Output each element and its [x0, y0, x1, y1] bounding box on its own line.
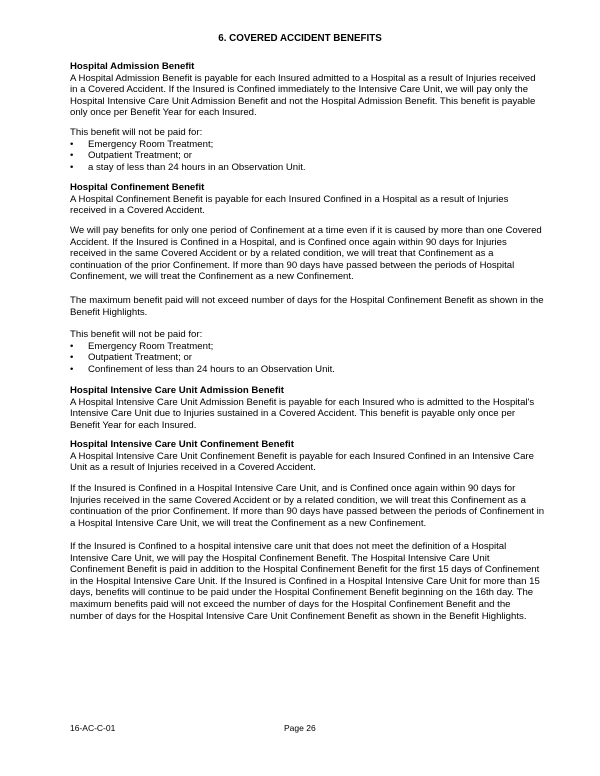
- exclusions-block: [70, 329, 545, 375]
- paragraph-block: [70, 225, 545, 283]
- exclusion-item: • a stay of less than 24 hours in an Observation Unit.: [70, 162, 545, 174]
- exclusions-list: [70, 139, 545, 174]
- section-heading: Hospital Confinement Benefit: [70, 182, 205, 193]
- icu-confinement-benefit-section: [70, 439, 545, 474]
- paragraph: A Hospital Intensive Care Unit Confinement Benefit is payable for each Insured Confined in an Intensive Care Unit as a result of Injuries received in a Covered Accident.: [70, 450, 534, 474]
- section-title: 6. COVERED ACCIDENT BENEFITS: [218, 33, 382, 44]
- page-number: Page 26: [284, 723, 316, 733]
- exclusion-item: • Emergency Room Treatment;: [70, 341, 545, 353]
- paragraph: A Hospital Admission Benefit is payable for each Insured admitted to a Hospital as a result of Injuries received in a Covered Accident. If the Insured is Confined immediately to the Intensive Care Unit, we will pay only the Hospital Intensive Care Unit Admission Benefit and not the Hospital Admission Benefit. This benefit is payable only once per Benefit Year for each Insured.: [70, 72, 536, 119]
- exclusions-intro: This benefit will not be paid for:: [70, 127, 203, 138]
- paragraph: The maximum benefit paid will not exceed number of days for the Hospital Confinement Benefit as shown in the Benefit Highlights.: [70, 295, 544, 318]
- exclusion-item: • Emergency Room Treatment;: [70, 139, 545, 151]
- section-heading: Hospital Intensive Care Unit Admission Benefit: [70, 385, 284, 396]
- exclusions-intro: This benefit will not be paid for:: [70, 329, 203, 340]
- exclusion-item: • Outpatient Treatment; or: [70, 352, 545, 364]
- hospital-admission-benefit-section: [70, 61, 545, 119]
- paragraph: If the Insured is Confined in a Hospital Intensive Care Unit, and is Confined once again within 90 days for Injuries received in the same Covered Accident or by a related condition, we will treat this Confinement as a continuation of the prior Confinement. If more than 90 days have passed between the periods of Confinement in a Hospital Intensive Care Unit, we will treat the Confinement as a new Confinement.: [70, 483, 545, 529]
- paragraph: We will pay benefits for only one period of Confinement at a time even if it is caused by more than one Covered Accident. If the Insured is Confined in a Hospital, and is Confined once again within 90 days for Injuries received in the same Covered Accident or by a related condition, we will treat that Confinement as a continuation of the prior Confinement. If more than 90 days have passed between the periods of Hospital Confinement, we will treat the Confinement as a new Confinement.: [70, 225, 542, 283]
- paragraph-block: [70, 541, 545, 622]
- paragraph-block: [70, 483, 545, 529]
- exclusion-item: • Confinement of less than 24 hours to an Observation Unit.: [70, 364, 545, 376]
- form-number: 16-AC-C-01: [70, 723, 116, 733]
- paragraph-block: [70, 295, 545, 318]
- exclusion-item: • Outpatient Treatment; or: [70, 150, 545, 162]
- exclusions-block: [70, 127, 545, 173]
- hospital-confinement-benefit-section: [70, 182, 545, 217]
- paragraph: A Hospital Intensive Care Unit Admission Benefit is payable for each Insured who is admitted to the Hospital's Intensive Care Unit due to Injuries sustained in a Covered Accident. This benefit is payable only once per Benefit Year for each Insured.: [70, 396, 535, 431]
- paragraph: A Hospital Confinement Benefit is payable for each Insured Confined in a Hospital as a result of Injuries received in a Covered Accident.: [70, 193, 509, 217]
- paragraph: If the Insured is Confined to a hospital intensive care unit that does not meet the definition of a Hospital Intensive Care Unit, we will pay the Hospital Confinement Benefit. The Hospital Intensive Care Unit Confinement Benefit is paid in addition to the Hospital Confinement Benefit for the first 15 days of Confinement in the Hospital Intensive Care Unit. If the Insured is Confined in a Hospital Intensive Care Unit for more than 15 days, benefits will continue to be paid under the Hospital Confinement Benefit beginning on the 16th day. The maximum benefits paid will not exceed the number of days for the Hospital Confinement Benefit and the number of days for the Hospital Intensive Care Unit Confinement Benefit as shown in the Benefit Highlights.: [70, 541, 540, 622]
- icu-admission-benefit-section: [70, 385, 545, 431]
- section-heading: Hospital Admission Benefit: [70, 61, 195, 72]
- section-heading: Hospital Intensive Care Unit Confinement Benefit: [70, 439, 294, 450]
- exclusions-list: [70, 341, 545, 376]
